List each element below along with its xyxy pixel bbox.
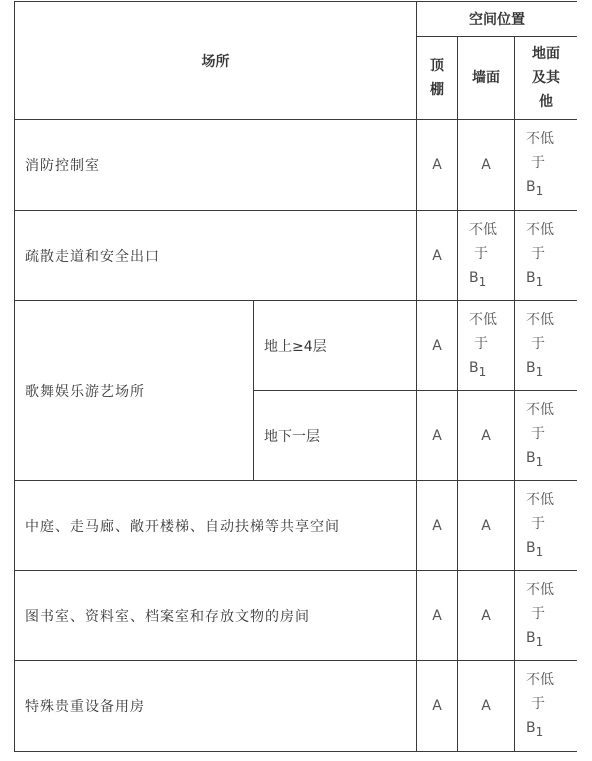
header-position-group: 空间位置 [417, 2, 578, 37]
place-cell: 消防控制室 [15, 120, 417, 211]
floor-other-rating-cell: 不低 于 B1 [515, 481, 578, 571]
floor-other-rating-cell: 不低 于 B1 [515, 301, 578, 391]
floor-other-rating-cell: 不低 于 B1 [515, 120, 578, 211]
place-cell: 歌舞娱乐游艺场所 [15, 301, 254, 481]
floor-other-rating-cell: 不低 于 B1 [515, 211, 578, 301]
floor-other-rating-cell: 不低 于 B1 [515, 571, 578, 661]
sub-place-cell: 地上≥4层 [254, 301, 417, 391]
ceiling-rating-cell: A [417, 571, 458, 661]
table-row [15, 211, 578, 301]
ceiling-rating-cell: A [417, 481, 458, 571]
header-place: 场所 [15, 2, 417, 120]
ceiling-rating-cell: A [417, 211, 458, 301]
wall-rating-cell: 不低 于 B1 [458, 211, 515, 301]
sub-place-cell: 地下一层 [254, 391, 417, 481]
floor-other-rating-cell: 不低 于 B1 [515, 661, 578, 752]
ceiling-rating-cell: A [417, 120, 458, 211]
header-floor-other: 地面 及其 他 [515, 37, 578, 120]
wall-rating-cell: A [458, 661, 515, 752]
fire-rating-table [14, 1, 577, 752]
floor-other-rating-cell: 不低 于 B1 [515, 391, 578, 481]
ceiling-rating-cell: A [417, 661, 458, 752]
wall-rating-cell: A [458, 391, 515, 481]
place-cell: 疏散走道和安全出口 [15, 211, 417, 301]
table-row [15, 481, 578, 571]
place-cell: 特殊贵重设备用房 [15, 661, 417, 752]
table-row [15, 301, 578, 391]
wall-rating-cell: A [458, 120, 515, 211]
wall-rating-cell: 不低 于 B1 [458, 301, 515, 391]
place-cell: 中庭、走马廊、敞开楼梯、自动扶梯等共享空间 [15, 481, 417, 571]
table-row [15, 661, 578, 752]
ceiling-rating-cell: A [417, 301, 458, 391]
header-wall: 墙面 [458, 37, 515, 120]
fire-rating-table-frame [14, 1, 577, 761]
table-row [15, 120, 578, 211]
header-ceiling: 顶 棚 [417, 37, 458, 120]
wall-rating-cell: A [458, 481, 515, 571]
place-cell: 图书室、资料室、档案室和存放文物的房间 [15, 571, 417, 661]
table-row [15, 571, 578, 661]
ceiling-rating-cell: A [417, 391, 458, 481]
wall-rating-cell: A [458, 571, 515, 661]
